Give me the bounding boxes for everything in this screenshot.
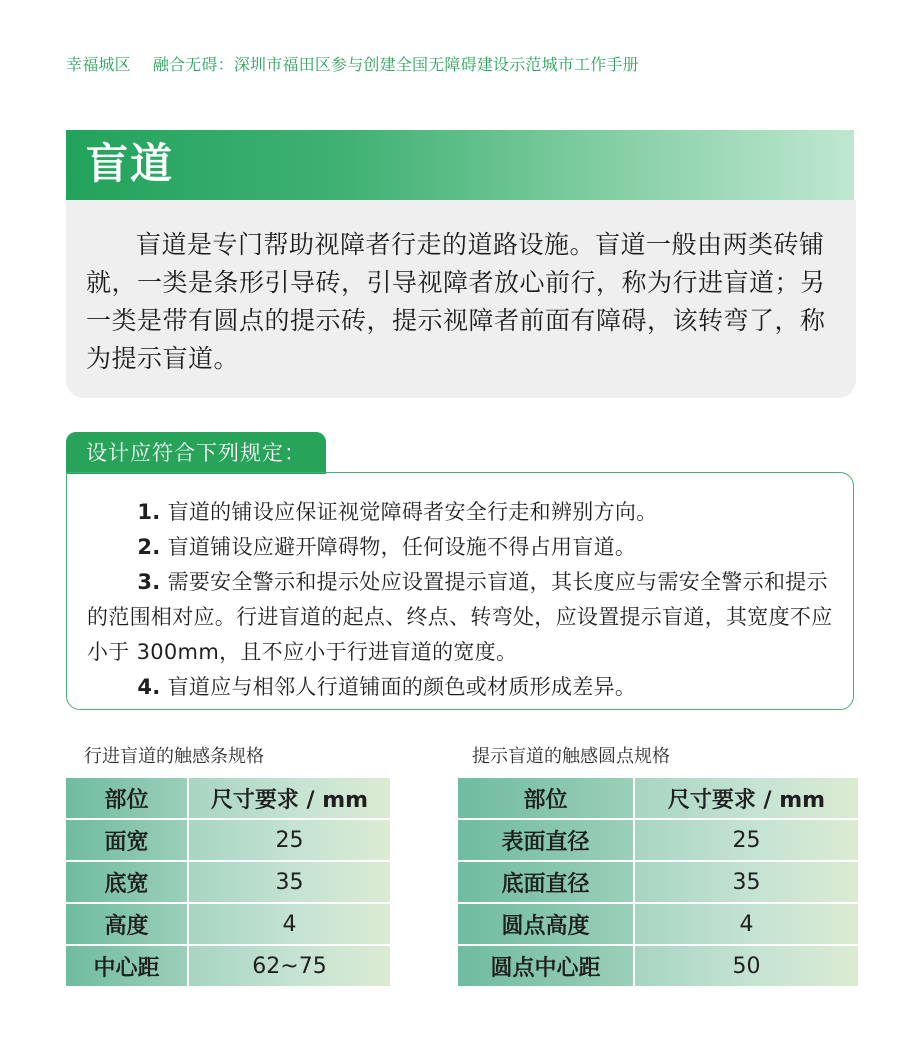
running-header xyxy=(66,52,639,75)
table-row xyxy=(66,945,390,986)
table-row xyxy=(66,819,390,861)
rule-item-4 xyxy=(67,670,853,705)
header-cell: 部位 xyxy=(66,778,188,819)
rule-number: 4. xyxy=(137,675,161,699)
table-row xyxy=(66,861,390,903)
row-label: 面宽 xyxy=(66,819,188,861)
rules-heading: 设计应符合下列规定： xyxy=(66,432,326,474)
rule-item-1 xyxy=(67,495,853,530)
table-header-row xyxy=(66,778,390,819)
header-section: 幸福城区 xyxy=(66,55,131,74)
title-band xyxy=(66,130,854,200)
row-label: 中心距 xyxy=(66,945,188,986)
rule-number: 1. xyxy=(137,500,161,524)
table-row xyxy=(458,861,858,903)
row-label: 圆点中心距 xyxy=(458,945,634,986)
header-cell: 尺寸要求 / mm xyxy=(634,778,858,819)
header-cell: 尺寸要求 / mm xyxy=(188,778,390,819)
header-book-title: 融合无碍：深圳市福田区参与创建全国无障碍建设示范城市工作手册 xyxy=(152,55,639,74)
table-row xyxy=(66,903,390,945)
page-title: 盲道 xyxy=(86,139,175,188)
row-value: 25 xyxy=(634,819,858,861)
row-label: 圆点高度 xyxy=(458,903,634,945)
rule-text: 盲道的铺设应保证视觉障碍者安全行走和辨别方向。 xyxy=(167,500,658,524)
rule-number: 2. xyxy=(137,535,161,559)
row-label: 底宽 xyxy=(66,861,188,903)
row-value: 50 xyxy=(634,945,858,986)
rule-text: 盲道应与相邻人行道铺面的颜色或材质形成差异。 xyxy=(167,675,637,699)
warning-dot-spec-table xyxy=(458,778,858,986)
guide-strip-spec-table xyxy=(66,778,390,986)
intro-box xyxy=(66,200,856,398)
table-row xyxy=(458,819,858,861)
row-label: 表面直径 xyxy=(458,819,634,861)
rule-item-2 xyxy=(67,530,853,565)
row-value: 4 xyxy=(188,903,390,945)
rule-item-3 xyxy=(67,565,853,670)
rules-box xyxy=(66,472,854,710)
table-row xyxy=(458,945,858,986)
left-table-caption: 行进盲道的触感条规格 xyxy=(84,746,264,767)
row-value: 35 xyxy=(188,861,390,903)
rule-number: 3. xyxy=(137,570,161,594)
rule-text: 盲道铺设应避开障碍物，任何设施不得占用盲道。 xyxy=(167,535,637,559)
intro-paragraph: 盲道是专门帮助视障者行走的道路设施。盲道一般由两类砖铺就，一类是条形引导砖，引导视障者放心前行，称为行进盲道；另一类是带有圆点的提示砖，提示视障者前面有障碍，该转弯了，称为提示盲道。 xyxy=(86,230,826,373)
row-label: 底面直径 xyxy=(458,861,634,903)
row-value: 62~75 xyxy=(188,945,390,986)
table-header-row xyxy=(458,778,858,819)
rule-text: 需要安全警示和提示处应设置提示盲道，其长度应与需安全警示和提示的范围相对应。行进盲道的起点、终点、转弯处，应设置提示盲道，其宽度不应小于 300mm，且不应小于行进盲道的宽度。 xyxy=(87,570,833,664)
row-value: 4 xyxy=(634,903,858,945)
row-value: 35 xyxy=(634,861,858,903)
table-row xyxy=(458,903,858,945)
right-table-caption: 提示盲道的触感圆点规格 xyxy=(472,746,670,767)
row-value: 25 xyxy=(188,819,390,861)
row-label: 高度 xyxy=(66,903,188,945)
header-cell: 部位 xyxy=(458,778,634,819)
